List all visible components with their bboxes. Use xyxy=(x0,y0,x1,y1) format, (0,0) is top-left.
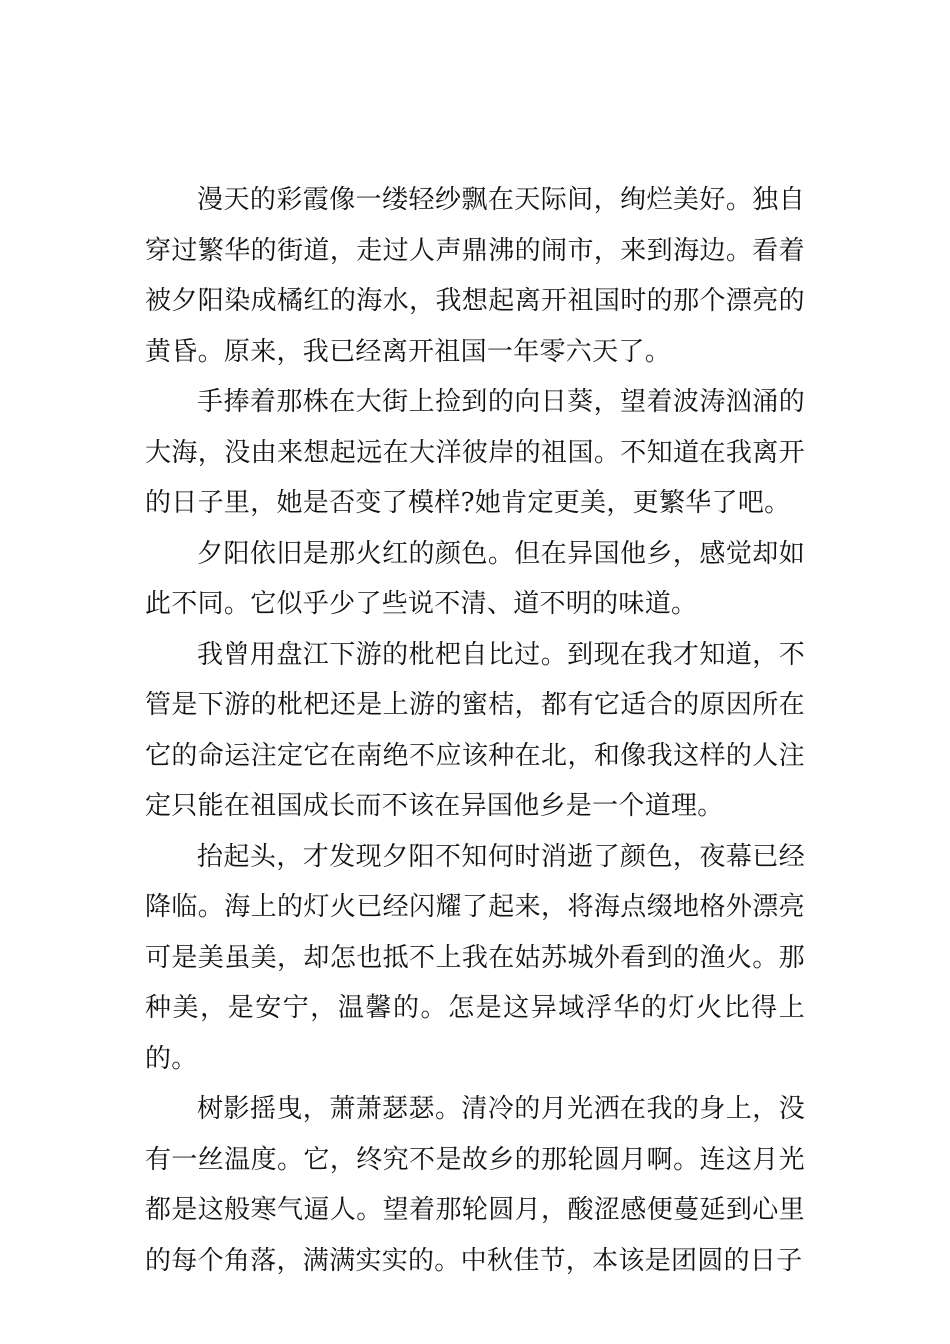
paragraph-6: 树影摇曳，萧萧瑟瑟。清冷的月光洒在我的身上，没有一丝温度。它，终究不是故乡的那轮圆月啊。连这月光都是这般寒气逼人。望着那轮圆月，酸涩感便蔓延到心里的每个角落，满满实实的。中秋佳节，本该是团圆的日子 xyxy=(145,1094,805,1276)
paragraph-4: 我曾用盘江下游的枇杷自比过。到现在我才知道，不管是下游的枇杷还是上游的蜜桔，都有它适合的原因所在它的命运注定它在南绝不应该种在北，和像我这样的人注定只能在祖国成长而不该在异国他乡是一个道理。 xyxy=(145,639,805,821)
paragraph-5: 抬起头，才发现夕阳不知何时消逝了颜色，夜幕已经降临。海上的灯火已经闪耀了起来，将海点缀地格外漂亮可是美虽美，却怎也抵不上我在姑苏城外看到的渔火。那种美，是安宁，温馨的。怎是这异域浮华的灯火比得上的。 xyxy=(145,841,805,1074)
paragraph-2: 手捧着那株在大街上捡到的向日葵，望着波涛汹涌的大海，没由来想起远在大洋彼岸的祖国。不知道在我离开的日子里，她是否变了模样?她肯定更美，更繁华了吧。 xyxy=(145,387,805,518)
paragraph-1: 漫天的彩霞像一缕轻纱飘在天际间，绚烂美好。独自穿过繁华的街道，走过人声鼎沸的闹市，来到海边。看着被夕阳染成橘红的海水，我想起离开祖国时的那个漂亮的黄昏。原来，我已经离开祖国一年零六天了。 xyxy=(145,185,805,367)
document-body xyxy=(145,175,805,1286)
paragraph-3: 夕阳依旧是那火红的颜色。但在异国他乡，感觉却如此不同。它似乎少了些说不清、道不明的味道。 xyxy=(145,538,805,619)
